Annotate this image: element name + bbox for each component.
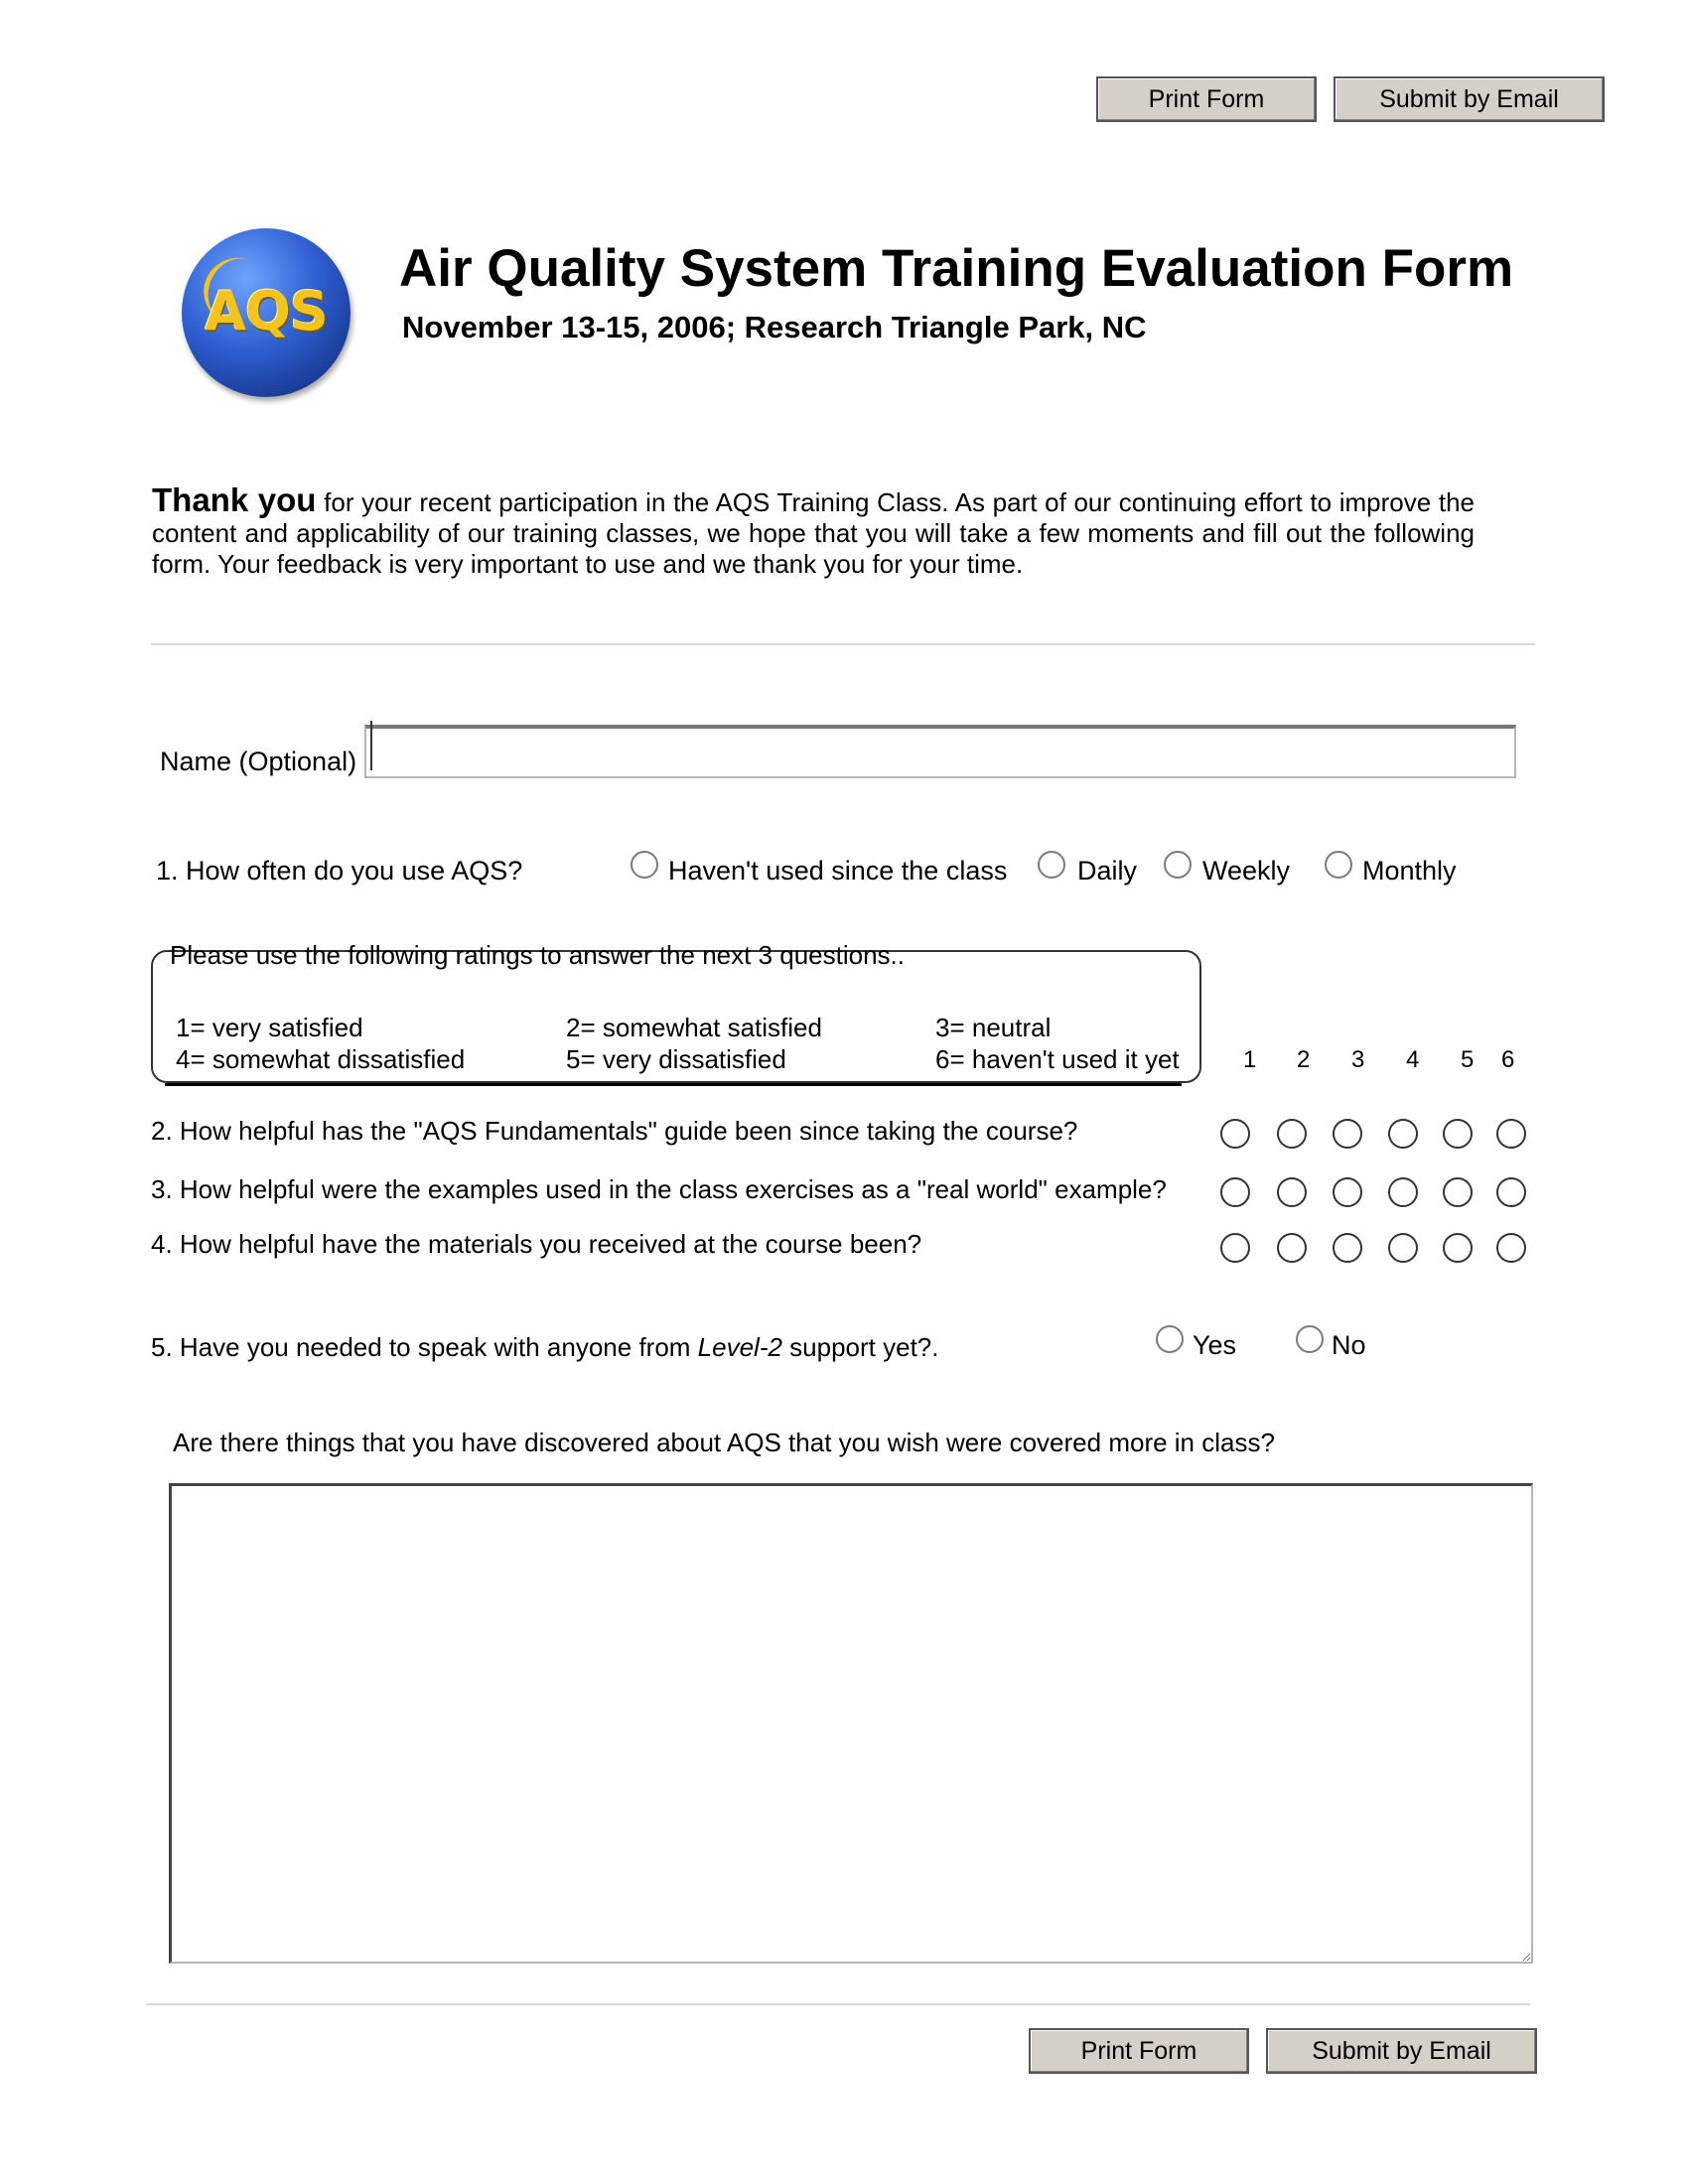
q5-option-no: No	[1332, 1330, 1366, 1360]
ratings-legend-underline	[165, 1083, 1182, 1086]
q1-option-daily: Daily	[1077, 856, 1138, 886]
aqs-logo	[182, 228, 351, 397]
q1-option-weekly: Weekly	[1202, 856, 1291, 886]
q4-radio-2[interactable]	[1277, 1233, 1307, 1263]
q5-radio-yes[interactable]	[1156, 1325, 1184, 1353]
q1-radio-monthly[interactable]	[1325, 851, 1352, 879]
intro-paragraph	[152, 481, 1475, 580]
q3-radio-6[interactable]	[1496, 1177, 1526, 1207]
q3-radio-4[interactable]	[1388, 1177, 1418, 1207]
q2-radio-6[interactable]	[1496, 1119, 1526, 1149]
page-subtitle: November 13-15, 2006; Research Triangle Park, NC	[402, 310, 1147, 344]
print-form-button-bottom[interactable]: Print Form	[1029, 2028, 1249, 2074]
rating-col-2: 2	[1297, 1046, 1311, 1073]
rating-legend-5: 5= very dissatisfied	[566, 1044, 786, 1074]
name-label: Name (Optional)	[160, 747, 357, 776]
rating-col-5: 5	[1461, 1046, 1475, 1073]
q1-radio-not-used[interactable]	[631, 851, 658, 879]
name-input[interactable]	[364, 725, 1516, 778]
rating-legend-2: 2= somewhat satisfied	[566, 1013, 822, 1042]
q1-text: 1. How often do you use AQS?	[156, 856, 523, 886]
comments-question: Are there things that you have discovered about AQS that you wish were covered more in class?	[173, 1428, 1275, 1457]
q2-radio-3[interactable]	[1333, 1119, 1362, 1149]
rating-legend-6: 6= haven't used it yet	[935, 1044, 1180, 1074]
q3-radio-5[interactable]	[1443, 1177, 1473, 1207]
q4-radio-4[interactable]	[1388, 1233, 1418, 1263]
q2-radio-1[interactable]	[1220, 1119, 1250, 1149]
logo-text: AQS	[205, 280, 328, 342]
q5-text	[151, 1332, 939, 1363]
print-form-button-top[interactable]: Print Form	[1096, 76, 1317, 122]
q5-radio-no[interactable]	[1296, 1325, 1324, 1353]
q5-text-italic: Level-2	[697, 1332, 782, 1362]
q4-radio-6[interactable]	[1496, 1233, 1526, 1263]
q3-radio-2[interactable]	[1277, 1177, 1307, 1207]
page-title: Air Quality System Training Evaluation Form	[399, 239, 1514, 298]
intro-lead: Thank you	[152, 481, 317, 518]
submit-by-email-button-bottom[interactable]: Submit by Email	[1266, 2028, 1537, 2074]
q2-radio-4[interactable]	[1388, 1119, 1418, 1149]
q4-radio-1[interactable]	[1220, 1233, 1250, 1263]
q3-radio-1[interactable]	[1220, 1177, 1250, 1207]
rating-col-3: 3	[1351, 1046, 1365, 1073]
q4-radio-3[interactable]	[1333, 1233, 1362, 1263]
rating-col-4: 4	[1406, 1046, 1420, 1073]
q3-radio-3[interactable]	[1333, 1177, 1362, 1207]
rating-legend-3: 3= neutral	[935, 1013, 1052, 1042]
q2-text: 2. How helpful has the "AQS Fundamentals" guide been since taking the course?	[151, 1116, 1078, 1146]
q4-text: 4. How helpful have the materials you received at the course been?	[151, 1229, 922, 1259]
q1-radio-weekly[interactable]	[1164, 851, 1192, 879]
text-cursor	[370, 721, 372, 770]
q5-text-after: support yet?.	[781, 1332, 939, 1362]
q2-radio-2[interactable]	[1277, 1119, 1307, 1149]
q1-option-monthly: Monthly	[1362, 856, 1457, 886]
rating-col-1: 1	[1243, 1046, 1257, 1073]
q1-option-not-used: Haven't used since the class	[668, 856, 1008, 886]
divider-top	[151, 643, 1535, 645]
q1-radio-daily[interactable]	[1038, 851, 1065, 879]
intro-body: for your recent participation in the AQS Training Class. As part of our continuing effort to improve the content and applicability of our training classes, we hope that you will take a few moments and fill out the following form. Your feedback is very important to use and we thank you for your time.	[152, 487, 1475, 579]
rating-legend-1: 1= very satisfied	[176, 1013, 363, 1042]
submit-by-email-button-top[interactable]: Submit by Email	[1334, 76, 1605, 122]
rating-col-6: 6	[1501, 1046, 1515, 1073]
ratings-instruction: Please use the following ratings to answer the next 3 questions..	[170, 940, 905, 970]
q4-radio-5[interactable]	[1443, 1233, 1473, 1263]
q3-text: 3. How helpful were the examples used in the class exercises as a "real world" example?	[151, 1174, 1167, 1204]
comments-textarea[interactable]	[169, 1483, 1533, 1964]
divider-bottom	[146, 2003, 1530, 2005]
rating-legend-4: 4= somewhat dissatisfied	[176, 1044, 466, 1074]
q2-radio-5[interactable]	[1443, 1119, 1473, 1149]
q5-option-yes: Yes	[1193, 1330, 1237, 1360]
q5-text-before: 5. Have you needed to speak with anyone from	[151, 1332, 698, 1362]
